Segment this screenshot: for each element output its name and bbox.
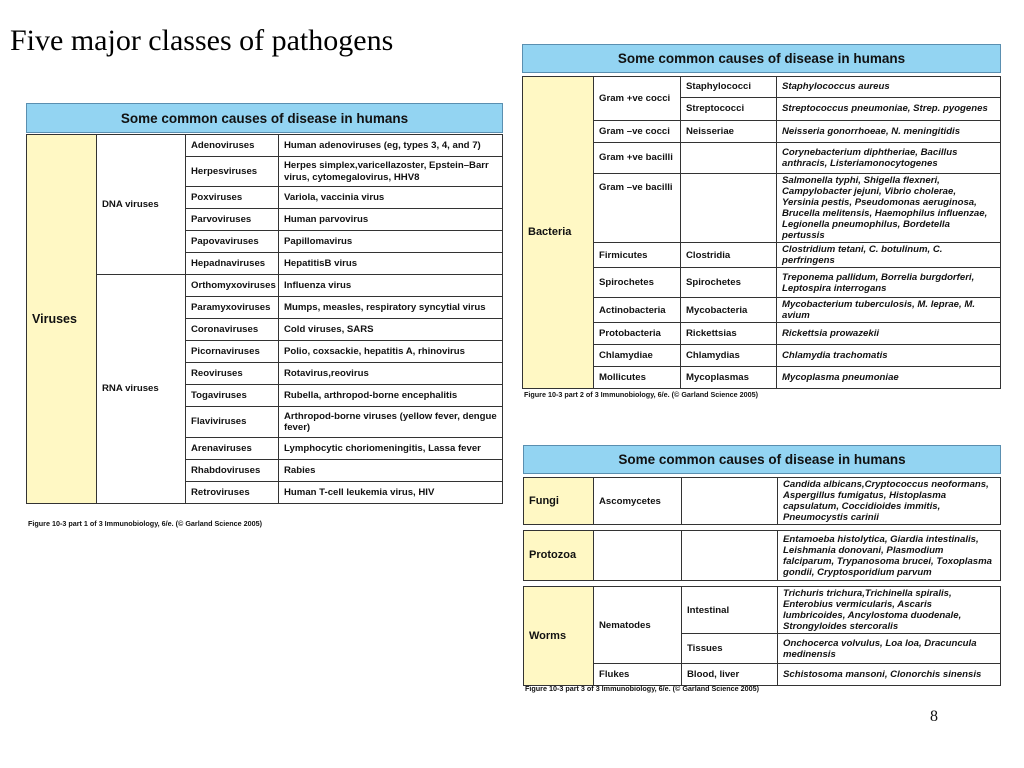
bacteria-group: Spirochetes — [594, 268, 681, 298]
virus-family: Arenaviruses — [186, 438, 279, 460]
bacteria-species: Mycoplasma pneumoniae — [777, 367, 1001, 389]
group-cell-dna-viruses: DNA viruses — [97, 135, 186, 275]
bacteria-group: Gram +ve cocci — [594, 77, 681, 121]
virus-family: Coronaviruses — [186, 319, 279, 341]
fungi-site — [682, 478, 778, 525]
worms-site: Blood, liver — [682, 664, 778, 686]
bacteria-table-panel — [522, 44, 1001, 389]
bacteria-genus: Mycobacteria — [681, 298, 777, 323]
worms-species: Onchocerca volvulus, Loa loa, Dracuncula medinensis — [778, 634, 1001, 664]
viruses-table-panel — [26, 103, 503, 504]
virus-family: Orthomyxoviruses — [186, 275, 279, 297]
virus-family: Hepadnaviruses — [186, 253, 279, 275]
bacteria-species: Salmonella typhi, Shigella flexneri, Campylobacter jejuni, Vibrio cholerae, Yersinia pestis, Pseudomonas aeruginosa, Brucella melitensis, Haemophilus influenzae, Legionella pneumophilus, Bordetella pertussis — [777, 174, 1001, 243]
virus-diseases: Human adenoviruses (eg, types 3, 4, and 7) — [279, 135, 503, 157]
virus-diseases: Arthropod-borne viruses (yellow fever, dengue fever) — [279, 407, 503, 438]
worms-table — [523, 586, 1001, 686]
figure-caption: Figure 10-3 part 1 of 3 Immunobiology, 6/e. (© Garland Science 2005) — [28, 519, 263, 528]
protozoa-table — [523, 530, 1001, 581]
bacteria-species: Chlamydia trachomatis — [777, 345, 1001, 367]
worms-species: Schistosoma mansoni, Clonorchis sinensis — [778, 664, 1001, 686]
bacteria-genus: Streptococci — [681, 98, 777, 121]
virus-family: Togaviruses — [186, 385, 279, 407]
virus-diseases: Human T-cell leukemia virus, HIV — [279, 482, 503, 504]
figure-caption: Figure 10-3 part 3 of 3 Immunobiology, 6/e. (© Garland Science 2005) — [525, 684, 760, 693]
virus-diseases: Rotavirus,reovirus — [279, 363, 503, 385]
virus-diseases: Variola, vaccinia virus — [279, 187, 503, 209]
slide-title: Five major classes of pathogens — [10, 24, 394, 57]
bacteria-genus: Mycoplasmas — [681, 367, 777, 389]
virus-diseases: Papillomavirus — [279, 231, 503, 253]
bacteria-species: Staphylococcus aureus — [777, 77, 1001, 98]
worms-group-flukes: Flukes — [594, 664, 682, 686]
bacteria-table — [522, 76, 1001, 389]
worms-site: Intestinal — [682, 587, 778, 634]
virus-diseases: Cold viruses, SARS — [279, 319, 503, 341]
bacteria-genus: Neisseriae — [681, 121, 777, 143]
class-cell-worms: Worms — [524, 587, 594, 686]
virus-diseases: Rubella, arthropod-borne encephalitis — [279, 385, 503, 407]
bacteria-group: Gram –ve bacilli — [594, 174, 681, 243]
class-cell-protozoa: Protozoa — [524, 531, 594, 581]
protozoa-group — [594, 531, 682, 581]
virus-diseases: Human parvovirus — [279, 209, 503, 231]
virus-diseases: Herpes simplex,varicellazoster, Epstein–Barr virus, cytomegalovirus, HHV8 — [279, 157, 503, 187]
virus-diseases: Polio, coxsackie, hepatitis A, rhinovirus — [279, 341, 503, 363]
bacteria-species: Rickettsia prowazekii — [777, 323, 1001, 345]
class-cell-viruses: Viruses — [27, 135, 97, 504]
virus-family: Rhabdoviruses — [186, 460, 279, 482]
bacteria-group: Protobacteria — [594, 323, 681, 345]
virus-family: Herpesviruses — [186, 157, 279, 187]
virus-family: Poxviruses — [186, 187, 279, 209]
fungi-species: Candida albicans,Cryptococcus neoformans, Aspergillus fumigatus, Histoplasma capsulatum, Coccidioides immitis, Pneumocystis carinii — [778, 478, 1001, 525]
virus-family: Adenoviruses — [186, 135, 279, 157]
class-cell-fungi: Fungi — [524, 478, 594, 525]
bacteria-species: Treponema pallidum, Borrelia burgdorferi, Leptospira interrogans — [777, 268, 1001, 298]
bacteria-species: Mycobacterium tuberculosis, M. leprae, M. avium — [777, 298, 1001, 323]
fungi-table — [523, 477, 1001, 525]
viruses-table — [26, 134, 503, 504]
class-cell-bacteria: Bacteria — [523, 77, 594, 389]
virus-family: Picornaviruses — [186, 341, 279, 363]
worms-site: Tissues — [682, 634, 778, 664]
bacteria-genus — [681, 174, 777, 243]
bacteria-group: Mollicutes — [594, 367, 681, 389]
bacteria-genus: Staphylococci — [681, 77, 777, 98]
group-cell-rna-viruses: RNA viruses — [97, 275, 186, 504]
bacteria-species: Clostridium tetani, C. botulinum, C. perfringens — [777, 243, 1001, 268]
table-banner: Some common causes of disease in humans — [522, 44, 1001, 73]
virus-family: Reoviruses — [186, 363, 279, 385]
bacteria-genus: Rickettsias — [681, 323, 777, 345]
figure-caption: Figure 10-3 part 2 of 3 Immunobiology, 6/e. (© Garland Science 2005) — [524, 390, 759, 399]
fungi-group: Ascomycetes — [594, 478, 682, 525]
bacteria-genus: Clostridia — [681, 243, 777, 268]
virus-family: Papovaviruses — [186, 231, 279, 253]
worms-group-nematodes: Nematodes — [594, 587, 682, 664]
worms-species: Trichuris trichura,Trichinella spiralis, Enterobius vermicularis, Ascaris lumbricoides, Ancylostoma duodenale, Strongyloides stercoralis — [778, 587, 1001, 634]
virus-family: Paramyxoviruses — [186, 297, 279, 319]
virus-diseases: Mumps, measles, respiratory syncytial virus — [279, 297, 503, 319]
bacteria-species: Corynebacterium diphtheriae, Bacillus anthracis, Listeriamonocytogenes — [777, 143, 1001, 174]
protozoa-site — [682, 531, 778, 581]
virus-family: Parvoviruses — [186, 209, 279, 231]
bacteria-group: Chlamydiae — [594, 345, 681, 367]
bacteria-group: Firmicutes — [594, 243, 681, 268]
bacteria-genus: Spirochetes — [681, 268, 777, 298]
virus-family: Retroviruses — [186, 482, 279, 504]
bacteria-group: Actinobacteria — [594, 298, 681, 323]
bacteria-group: Gram +ve bacilli — [594, 143, 681, 174]
bacteria-species: Neisseria gonorrhoeae, N. meningitidis — [777, 121, 1001, 143]
virus-diseases: Lymphocytic choriomeningitis, Lassa fever — [279, 438, 503, 460]
virus-diseases: Influenza virus — [279, 275, 503, 297]
bacteria-genus: Chlamydias — [681, 345, 777, 367]
bacteria-group: Gram –ve cocci — [594, 121, 681, 143]
virus-diseases: Rabies — [279, 460, 503, 482]
protozoa-species: Entamoeba histolytica, Giardia intestinalis, Leishmania donovani, Plasmodium falciparum, Trypanosoma brucei, Toxoplasma gondii, Cryptosporidium parvum — [778, 531, 1001, 581]
virus-family: Flaviviruses — [186, 407, 279, 438]
table-banner: Some common causes of disease in humans — [523, 445, 1001, 474]
virus-diseases: HepatitisB virus — [279, 253, 503, 275]
page-number: 8 — [930, 708, 938, 725]
others-table-panel — [523, 445, 1001, 686]
bacteria-species: Streptococcus pneumoniae, Strep. pyogenes — [777, 98, 1001, 121]
table-banner: Some common causes of disease in humans — [26, 103, 503, 133]
bacteria-genus — [681, 143, 777, 174]
